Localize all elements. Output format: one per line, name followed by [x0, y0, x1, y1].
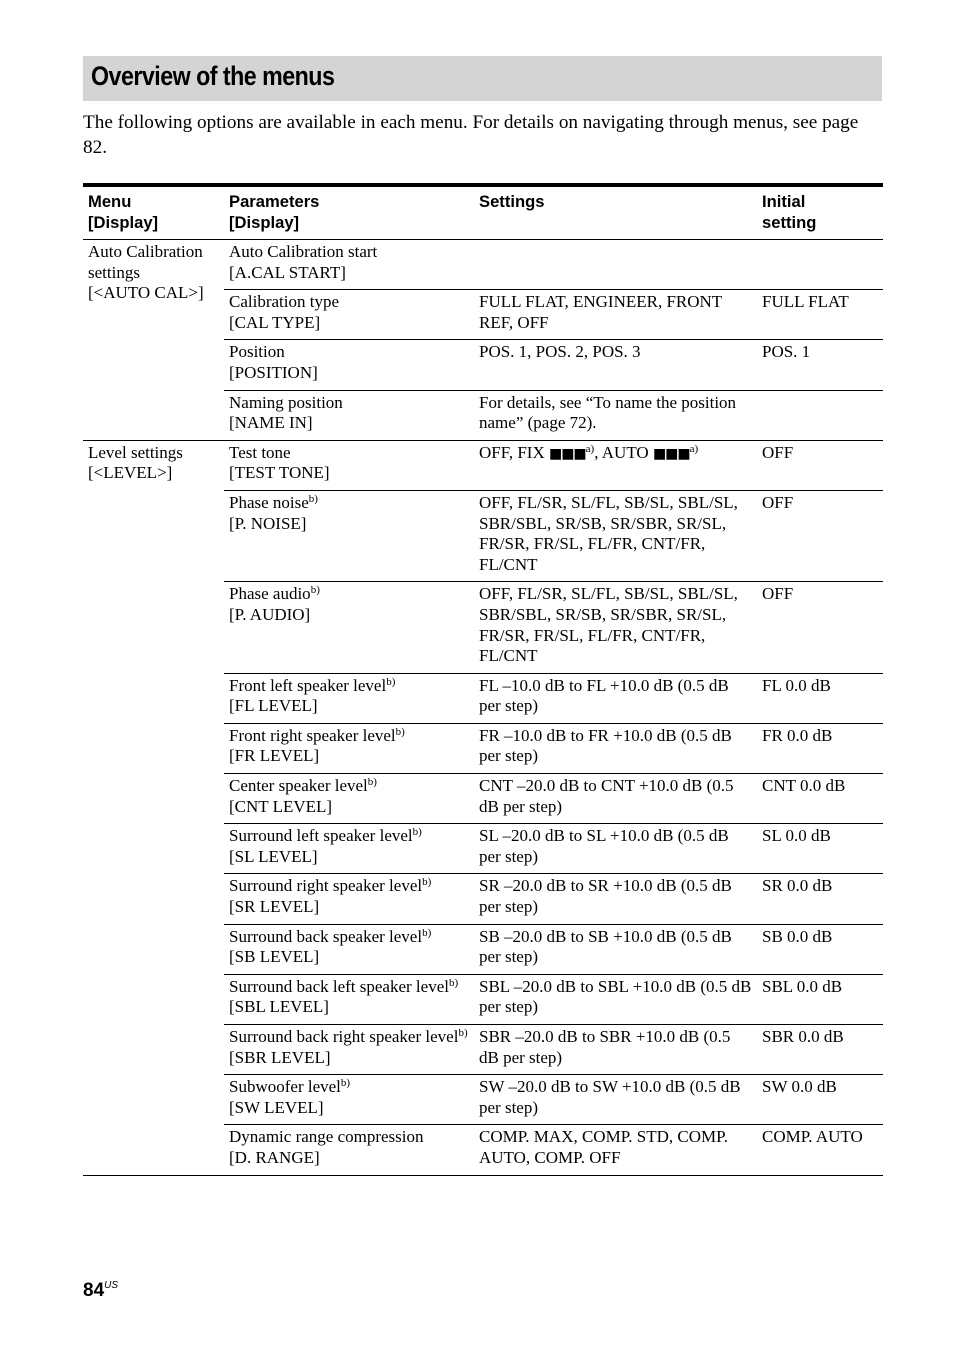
header-parameters: Parameters [Display] [229, 192, 320, 232]
initial-setting-cell [757, 673, 883, 723]
parameter-display-code: [CNT LEVEL] [229, 796, 333, 816]
parameter-cell [224, 774, 474, 824]
footnote-marker: b) [308, 492, 318, 505]
parameter-display-code: [SL LEVEL] [229, 846, 318, 866]
settings-text: COMP. MAX, COMP. STD, COMP. AUTO, COMP. OFF [479, 1127, 728, 1167]
initial-setting-cell [757, 874, 883, 924]
table-header-row [83, 185, 883, 240]
footnote-marker: b) [310, 584, 320, 597]
initial-setting-value: OFF [762, 584, 794, 604]
header-settings: Settings [479, 192, 545, 211]
initial-setting-cell [757, 582, 883, 673]
parameter-name: Surround back speaker level [229, 926, 423, 946]
settings-text: POS. 1, POS. 2, POS. 3 [479, 342, 641, 362]
parameter-cell [224, 290, 474, 340]
menu-label-line: Auto Calibration [88, 242, 203, 261]
settings-text: SW –20.0 dB to SW +10.0 dB (0.5 dB per step) [479, 1077, 741, 1117]
settings-cell [474, 1025, 757, 1075]
parameter-display-code: [A.CAL START] [229, 262, 346, 282]
settings-text: FL –10.0 dB to FL +10.0 dB (0.5 dB per step) [479, 675, 729, 716]
settings-cell [474, 1075, 757, 1125]
initial-setting-cell [757, 290, 883, 340]
initial-setting-value: OFF [762, 492, 794, 512]
parameter-name: Position [229, 342, 285, 362]
page-title: Overview of the menus [91, 61, 335, 91]
parameter-display-code: [POSITION] [229, 362, 318, 382]
parameter-name: Front left speaker level [229, 675, 387, 695]
initial-setting-cell [757, 974, 883, 1024]
parameter-name: Center speaker level [229, 776, 368, 796]
parameter-name: Naming position [229, 392, 343, 412]
parameter-display-code: [FR LEVEL] [229, 746, 320, 766]
footnote-marker: b) [422, 926, 432, 939]
settings-text: FR –10.0 dB to FR +10.0 dB (0.5 dB per step) [479, 725, 732, 766]
settings-text: SB –20.0 dB to SB +10.0 dB (0.5 dB per step) [479, 926, 732, 967]
initial-setting-cell [757, 490, 883, 581]
parameter-cell [224, 1025, 474, 1075]
parameter-display-code: [SR LEVEL] [229, 897, 320, 917]
parameter-name: Surround back right speaker level [229, 1027, 459, 1046]
page-number: $84^{US}$ [83, 1280, 119, 1301]
settings-cell [474, 582, 757, 673]
initial-setting-value: SB 0.0 dB [762, 926, 833, 946]
auto-level-boxes: ■■■ [652, 445, 690, 462]
settings-cell [474, 440, 757, 490]
settings-cell [474, 924, 757, 974]
parameter-cell [224, 824, 474, 874]
table-row [83, 240, 883, 290]
settings-text: , AUTO [594, 442, 653, 462]
table-row [83, 440, 883, 490]
parameter-name: Dynamic range compression [229, 1127, 424, 1147]
footnote-marker: b) [422, 876, 432, 889]
settings-cell [474, 490, 757, 581]
settings-text: SR –20.0 dB to SR +10.0 dB (0.5 dB per step) [479, 876, 732, 917]
parameter-name: Surround left speaker level [229, 826, 413, 846]
fixed-level-boxes: ■■■ [548, 445, 586, 462]
settings-cell [474, 290, 757, 340]
menu-cell [83, 440, 224, 1175]
parameter-display-code: [SB LEVEL] [229, 947, 320, 967]
parameter-cell [224, 240, 474, 290]
settings-cell [474, 340, 757, 390]
settings-cell [474, 390, 757, 440]
settings-cell [474, 774, 757, 824]
parameter-cell [224, 582, 474, 673]
section-title-bar [83, 56, 882, 101]
table-body [83, 240, 883, 1176]
initial-setting-cell [757, 1075, 883, 1125]
initial-setting-value: SL 0.0 dB [762, 826, 831, 846]
parameter-name: Calibration type [229, 292, 340, 312]
parameter-display-code: [NAME IN] [229, 413, 313, 433]
parameter-cell [224, 723, 474, 773]
initial-setting-cell [757, 824, 883, 874]
menu-label-line: Level settings [88, 442, 183, 462]
footnote-marker: b) [395, 725, 405, 738]
settings-text: FULL FLAT, ENGINEER, FRONT REF, OFF [479, 292, 722, 332]
initial-setting-value: SBL 0.0 dB [762, 976, 843, 996]
parameter-display-code: [P. AUDIO] [229, 604, 311, 624]
settings-cell [474, 723, 757, 773]
menu-label-line: settings [88, 262, 140, 282]
parameter-display-code: [P. NOISE] [229, 513, 307, 533]
parameter-name: Surround right speaker level [229, 876, 423, 896]
settings-text: CNT –20.0 dB to CNT +10.0 dB (0.5 dB per step) [479, 776, 734, 816]
menu-label-line: [<AUTO CAL>] [88, 283, 204, 303]
header-menu: Menu [Display] [88, 192, 159, 232]
parameter-cell [224, 1075, 474, 1125]
settings-text: SBL –20.0 dB to SBL +10.0 dB (0.5 dB per step) [479, 976, 752, 1017]
settings-text: OFF, FIX [479, 442, 549, 462]
parameter-display-code: [SBR LEVEL] [229, 1047, 331, 1067]
initial-setting-cell [757, 1125, 883, 1175]
parameter-display-code: [TEST TONE] [229, 463, 330, 483]
initial-setting-value: SR 0.0 dB [762, 876, 833, 896]
settings-cell [474, 874, 757, 924]
initial-setting-cell [757, 340, 883, 390]
settings-cell [474, 1125, 757, 1175]
parameter-name: Auto Calibration start [229, 242, 378, 261]
parameter-cell [224, 924, 474, 974]
menu-label-line: [<LEVEL>] [88, 463, 173, 483]
initial-setting-value: SBR 0.0 dB [762, 1027, 844, 1046]
initial-setting-cell [757, 240, 883, 290]
settings-text: SL –20.0 dB to SL +10.0 dB (0.5 dB per step) [479, 826, 729, 866]
footnote-marker: b) [386, 675, 396, 688]
menu-overview-table [83, 183, 883, 1176]
parameter-display-code: [CAL TYPE] [229, 312, 321, 332]
initial-setting-value: FL 0.0 dB [762, 675, 831, 695]
footnote-marker: a) [689, 442, 699, 455]
parameter-name: Front right speaker level [229, 725, 396, 745]
initial-setting-value: OFF [762, 442, 794, 462]
settings-text: SBR –20.0 dB to SBR +10.0 dB (0.5 dB per step) [479, 1027, 731, 1067]
settings-text: OFF, FL/SR, SL/FL, SB/SL, SBL/SL, SBR/SBL, SR/SB, SR/SBR, SR/SL, FR/SR, FR/SL, FL/FR, CNT/FR, FL/CNT [479, 584, 738, 666]
initial-setting-cell [757, 723, 883, 773]
settings-cell [474, 974, 757, 1024]
footnote-marker: b) [458, 1027, 468, 1039]
settings-cell [474, 824, 757, 874]
parameter-cell [224, 490, 474, 581]
parameter-cell [224, 974, 474, 1024]
parameter-cell [224, 1125, 474, 1175]
footnote-marker: a) [585, 442, 595, 455]
parameter-cell [224, 874, 474, 924]
parameter-name: Surround back left speaker level [229, 976, 449, 996]
settings-cell [474, 673, 757, 723]
parameter-display-code: [SW LEVEL] [229, 1097, 324, 1117]
parameter-cell [224, 390, 474, 440]
settings-text: For details, see “To name the position name” (page 72). [479, 392, 737, 433]
initial-setting-value: COMP. AUTO [762, 1127, 863, 1147]
initial-setting-cell [757, 390, 883, 440]
parameter-cell [224, 440, 474, 490]
parameter-display-code: [FL LEVEL] [229, 696, 318, 716]
intro-paragraph: The following options are available in each menu. For details on navigating through menus, see page 82. [83, 112, 859, 158]
parameter-name: Test tone [229, 442, 291, 462]
initial-setting-value: POS. 1 [762, 342, 811, 362]
menu-cell [83, 240, 224, 441]
header-initial-setting: Initial setting [762, 192, 817, 232]
footnote-marker: b) [448, 976, 459, 989]
parameter-display-code: [D. RANGE] [229, 1147, 320, 1167]
footnote-marker: b) [340, 1077, 351, 1090]
initial-setting-cell [757, 924, 883, 974]
initial-setting-value: FULL FLAT [762, 292, 849, 312]
settings-text: OFF, FL/SR, SL/FL, SB/SL, SBL/SL, SBR/SBL, SR/SB, SR/SBR, SR/SL, FR/SR, FR/SL, FL/FR, CNT/FR, FL/CNT [479, 492, 738, 574]
parameter-cell [224, 673, 474, 723]
initial-setting-value: CNT 0.0 dB [762, 776, 846, 796]
footnote-marker: b) [412, 826, 422, 839]
initial-setting-cell [757, 774, 883, 824]
region-code: US [104, 1280, 119, 1291]
parameter-display-code: [SBL LEVEL] [229, 997, 329, 1017]
initial-setting-cell [757, 1025, 883, 1075]
settings-cell [474, 240, 757, 290]
parameter-name: Subwoofer level [229, 1077, 341, 1097]
parameter-name: Phase noise [229, 492, 309, 512]
initial-setting-cell [757, 440, 883, 490]
footnote-marker: b) [367, 776, 377, 789]
initial-setting-value: FR 0.0 dB [762, 725, 833, 745]
initial-setting-value: SW 0.0 dB [762, 1077, 837, 1097]
parameter-name: Phase audio [229, 584, 311, 604]
parameter-cell [224, 340, 474, 390]
